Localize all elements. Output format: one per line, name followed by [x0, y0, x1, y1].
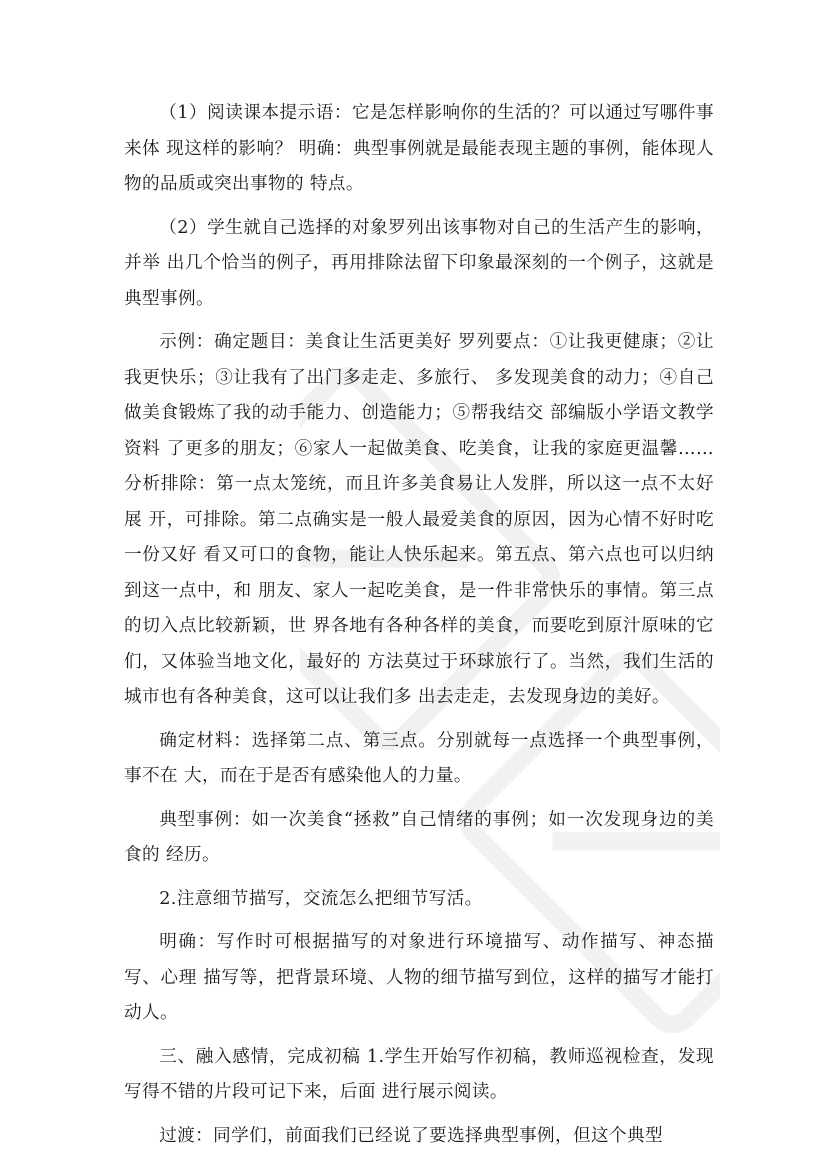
paragraph-1: （1）阅读课本提示语：它是怎样影响你的生活的？可以通过写哪件事来体 现这样的影响？ 明确：典型事例就是最能表现主题的事例，能体现人物的品质或突出事物的 特点。 [124, 103, 714, 194]
paragraph-transition: 过渡：同学们，前面我们已经说了要选择典型事例，但这个典型 [159, 1125, 664, 1146]
paragraph-example: 示例：确定题目：美食让生活更美好 罗列要点：①让我更健康；②让我更快乐；③让我有了出门多走走、多旅行、 多发现美食的动力；④自己做美食锻炼了我的动手能力、创造能力；⑤帮我结交 部编版小学语文教学资料 了更多的朋友；⑥家人一起做美食、吃美食，让我的家庭更温馨…… 分析排除：第一点太笼统，而且许多美食易让人发胖，所以这一点不太好展 开，可排除。第二点确实是一般人最爱美食的原因，因为心情不好时吃一份又好 看又可口的食物，能让人快乐起来。第五点、第六点也可以归纳到这一点中，和 朋友、家人一起吃美食，是一件非常快乐的事情。第三点的切入点比较新颖，世 界各地有各种各样的美食，而要吃到原汁原味的它们，又体验当地文化，最好的 方法莫过于环球旅行了。当然，我们生活的城市也有各种美食，这可以让我们多 出去走走，去发现身边的美好。 [124, 332, 714, 707]
paragraph-detail-heading: 2.注意细节描写，交流怎么把细节写活。 [159, 888, 483, 909]
paragraph-clarify: 明确：写作时可根据描写的对象进行环境描写、动作描写、神态描写、心理 描写等，把背景环境、人物的细节描写到位，这样的描写才能打动人。 [124, 932, 714, 1023]
paragraph-typical-case: 典型事例：如一次美食“拯救”自己情绪的事例；如一次发现身边的美食的 经历。 [124, 809, 714, 865]
paragraph-materials: 确定材料：选择第二点、第三点。分别就每一点选择一个典型事例，事不在 大，而在于是否有感染他人的力量。 [124, 730, 714, 786]
document-page [124, 96, 714, 1162]
paragraph-section-three: 三、融入感情，完成初稿 1.学生开始写作初稿，教师巡视检查，发现写得不错的片段可记下来，后面 进行展示阅读。 [124, 1046, 714, 1102]
paragraph-2: （2）学生就自己选择的对象罗列出该事物对自己的生活产生的影响，并举 出几个恰当的例子，再用排除法留下印象最深刻的一个例子，这就是典型事例。 [124, 217, 714, 309]
